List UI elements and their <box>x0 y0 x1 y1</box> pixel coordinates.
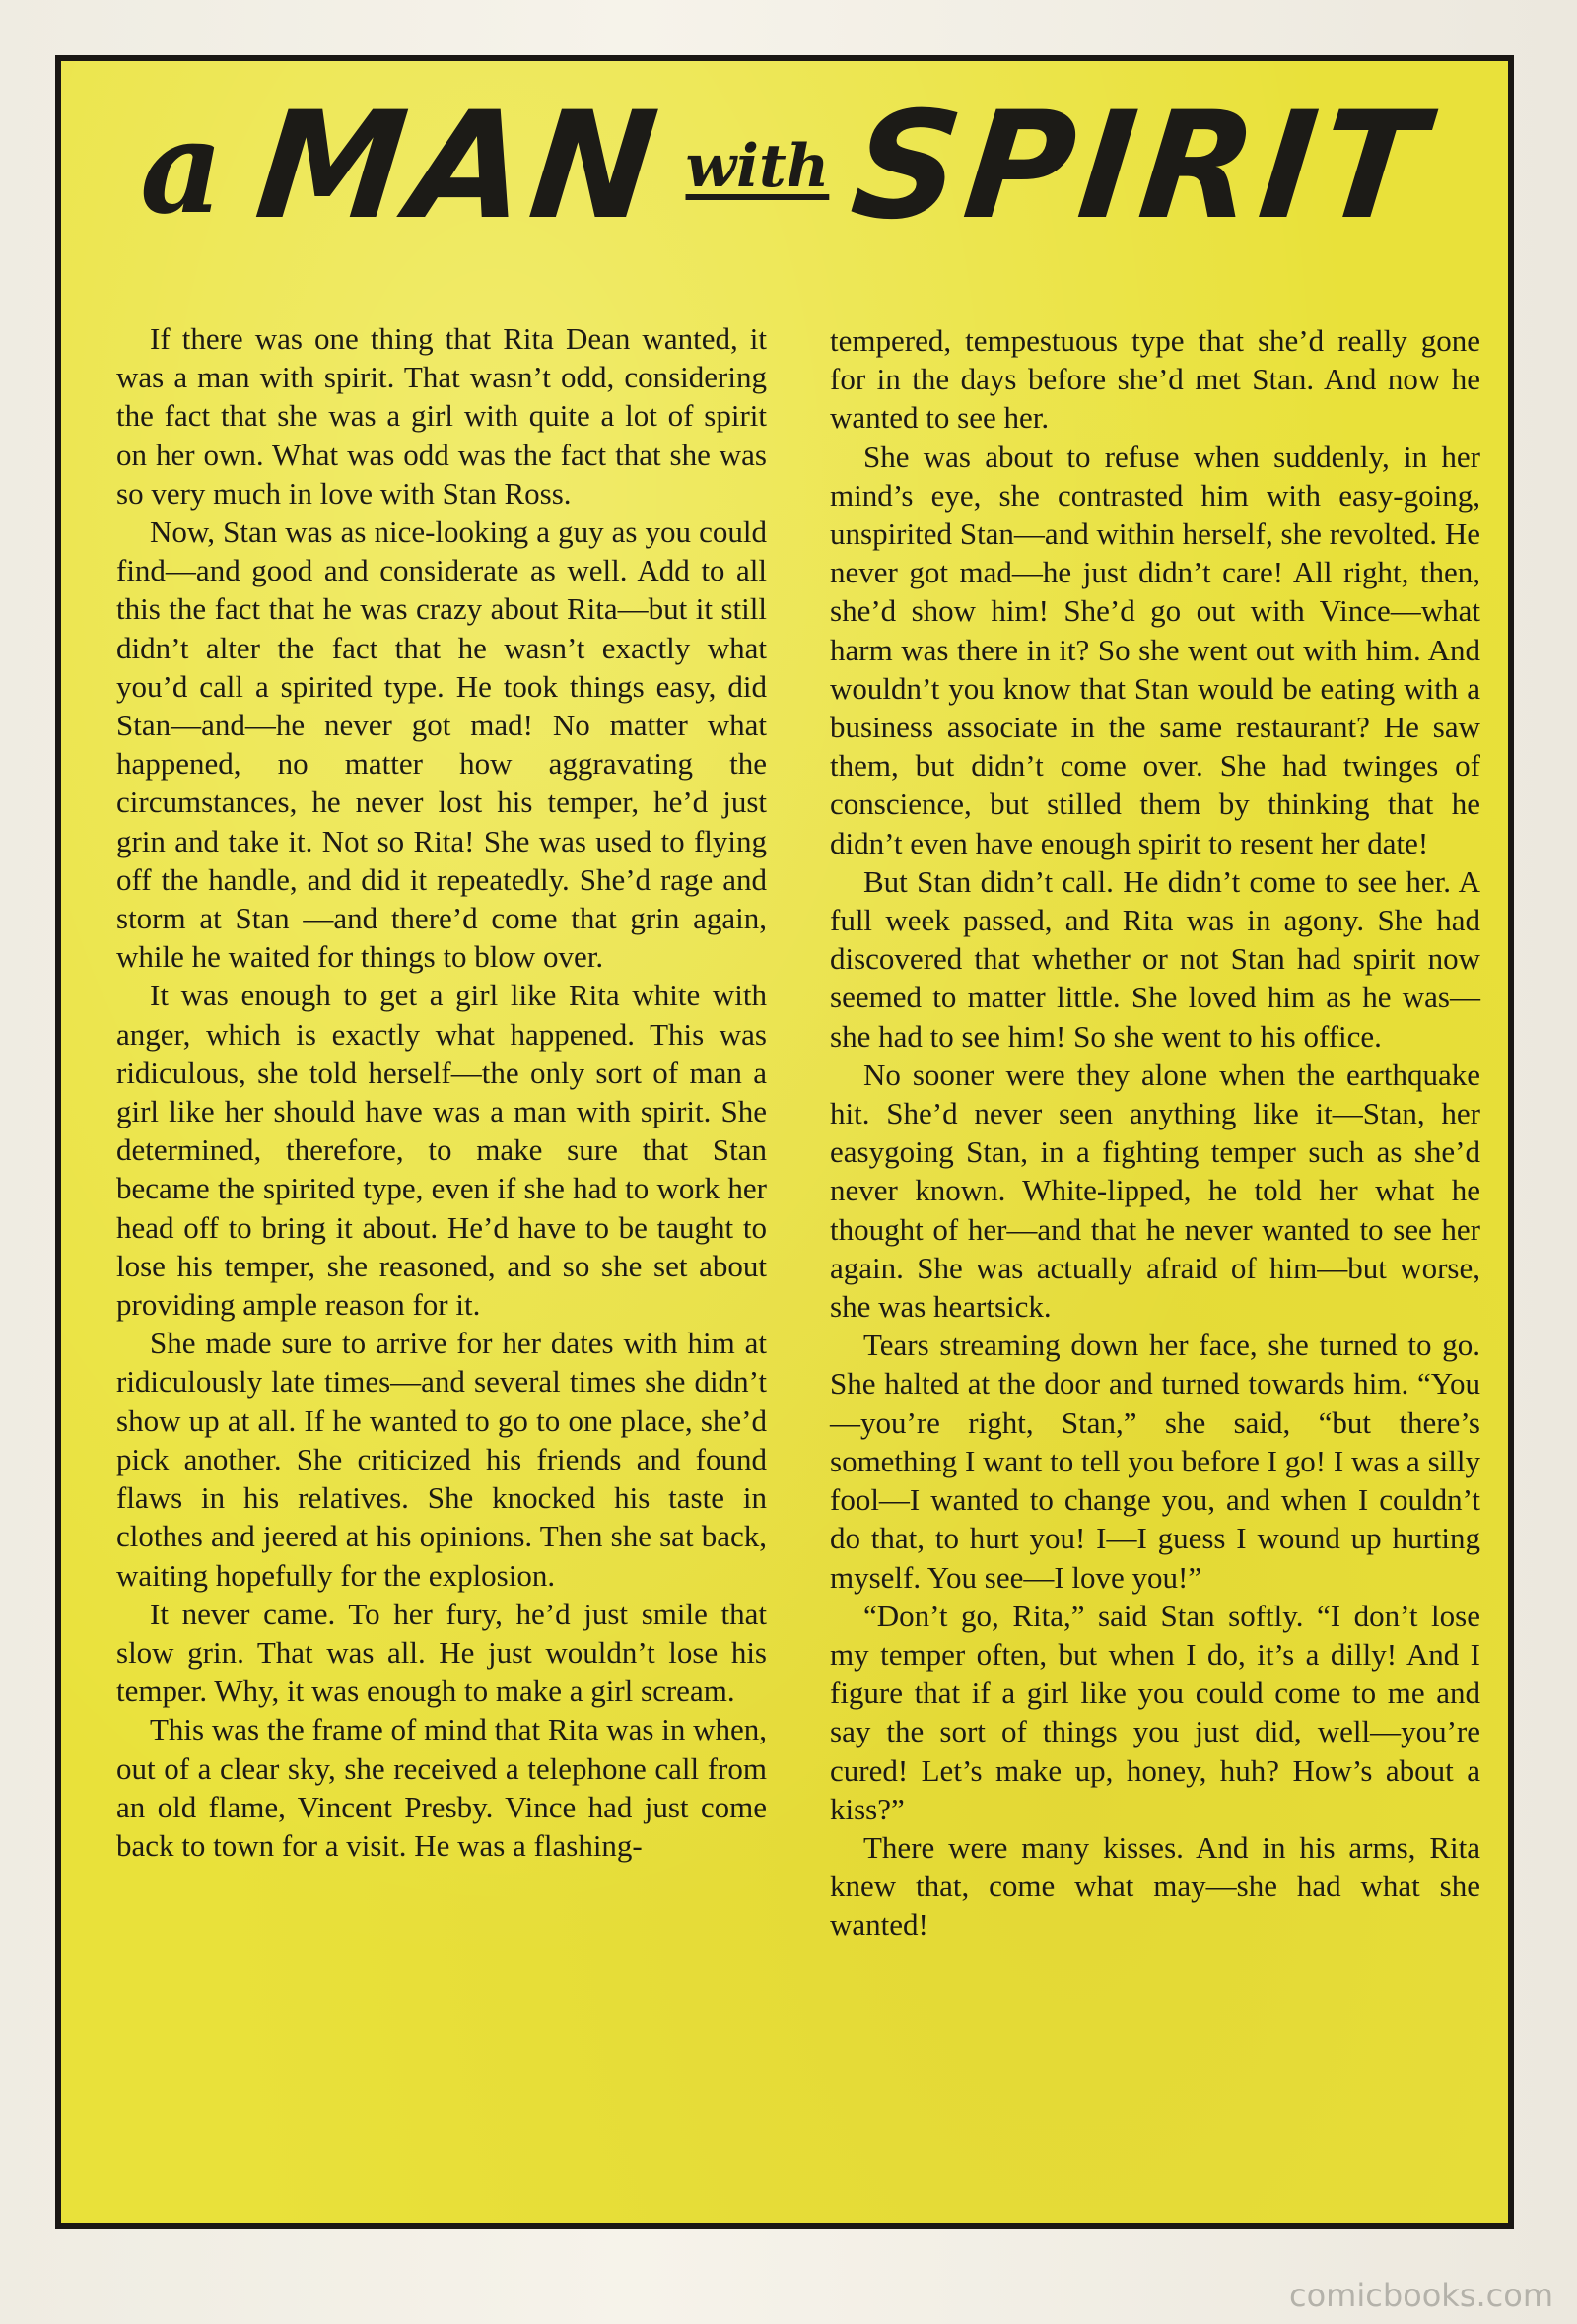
paragraph: If there was one thing that Rita Dean wanted, it was a man with spirit. That wasn’t odd, considering the fact that she was a girl with quite a lot of spirit on her own. What was odd was the fact that she was so very much in love with Stan Ross. <box>116 321 767 511</box>
title-word-spirit: SPIRIT <box>845 81 1438 252</box>
paragraph: No sooner were they alone when the earthquake hit. She’d never seen anything like it—Stan, her easygoing Stan, in a fighting temper such as she’d never known. White-lipped, he told her what he thought of her—and that he never wanted to see her again. She was actually afraid of him—but worse, she was heartsick. <box>830 1057 1480 1325</box>
paragraph: Now, Stan was as nice-looking a guy as you could find—and good and considerate as well. Add to all this the fact that he was crazy about Rita—but it still didn’t alter the fact that he wasn’t exactly what you’d call a spirited type. He took things easy, did Stan—and—he never got mad! No matter what happened, no matter how aggravating the circumstances, he never lost his temper, he’d just grin and take it. Not so Rita! She was used to flying off the handle, and did it repeatedly. She’d rage and storm at Stan —and there’d come that grin again, while he waited for things to blow over. <box>116 514 767 975</box>
paragraph: But Stan didn’t call. He didn’t come to see her. A full week passed, and Rita was in agony. She had discovered that whether or not Stan had spirit now seemed to matter little. She loved him as he was—she had to see him! So she went to his office. <box>830 863 1480 1054</box>
watermark: comicbooks.com <box>1288 2277 1553 2314</box>
right-column <box>830 321 1480 1945</box>
title-word-man: MAN <box>248 81 670 252</box>
story-panel <box>55 55 1514 2229</box>
paragraph: She made sure to arrive for her dates with him at ridiculously late times—and several times she didn’t show up at all. If he wanted to go to one place, she’d pick another. She criticized his friends and found flaws in his relatives. She knocked his taste in clothes and jeered at his opinions. Then she sat back, waiting hopefully for the explosion. <box>116 1326 767 1593</box>
paragraph: It never came. To her fury, he’d just smile that slow grin. That was all. He just wouldn’t lose his temper. Why, it was enough to make a girl scream. <box>116 1596 767 1709</box>
paragraph: There were many kisses. And in his arms, Rita knew that, come what may—she had what she wanted! <box>830 1829 1480 1943</box>
paragraph: “Don’t go, Rita,” said Stan softly. “I don’t lose my temper often, but when I do, it’s a dilly! And I figure that if a girl like you could come to me and say the sort of things you just did, well—you’re cured! Let’s make up, honey, huh? How’s about a kiss?” <box>830 1598 1480 1826</box>
story-title <box>61 81 1508 308</box>
title-word-a: a <box>140 91 224 242</box>
paragraph: It was enough to get a girl like Rita white with anger, which is exactly what happened. This was ridiculous, she told herself—the only sort of man a girl like her should have was a man with spirit. She determined, therefore, to make sure that Stan became the spirited type, even if she had to work her head off to bring it about. He’d have to be taught to lose his temper, she reasoned, and so she set about providing ample reason for it. <box>116 978 767 1323</box>
left-column <box>116 319 767 1865</box>
paragraph-continued: tempered, tempestuous type that she’d really gone for in the days before she’d met Stan. And now he wanted to see her. <box>830 323 1480 436</box>
paragraph: She was about to refuse when suddenly, in her mind’s eye, she contrasted him with easy-going, unspirited Stan—and within herself, she revolted. He never got mad—he just didn’t care! All right, then, she’d show him! She’d go out with Vince—what harm was there in it? So she went out with him. And wouldn’t you know that Stan would be eating with a business associate in the same restaurant? He saw them, but didn’t come over. She had twinges of conscience, but stilled them by thinking that he didn’t even have enough spirit to resent her date! <box>830 439 1480 860</box>
paragraph: This was the frame of mind that Rita was in when, out of a clear sky, she received a telephone call from an old flame, Vincent Presby. Vince had just come back to town for a visit. He was a flashing- <box>116 1712 767 1863</box>
paragraph: Tears streaming down her face, she turned to go. She halted at the door and turned towards him. “You—you’re right, Stan,” she said, “but there’s something I want to tell you before I go! I was a silly fool—I wanted to change you, and when I couldn’t do that, to hurt you! I—I guess I wound up hurting myself. You see—I love you!” <box>830 1328 1480 1595</box>
title-word-with: with <box>685 132 830 201</box>
